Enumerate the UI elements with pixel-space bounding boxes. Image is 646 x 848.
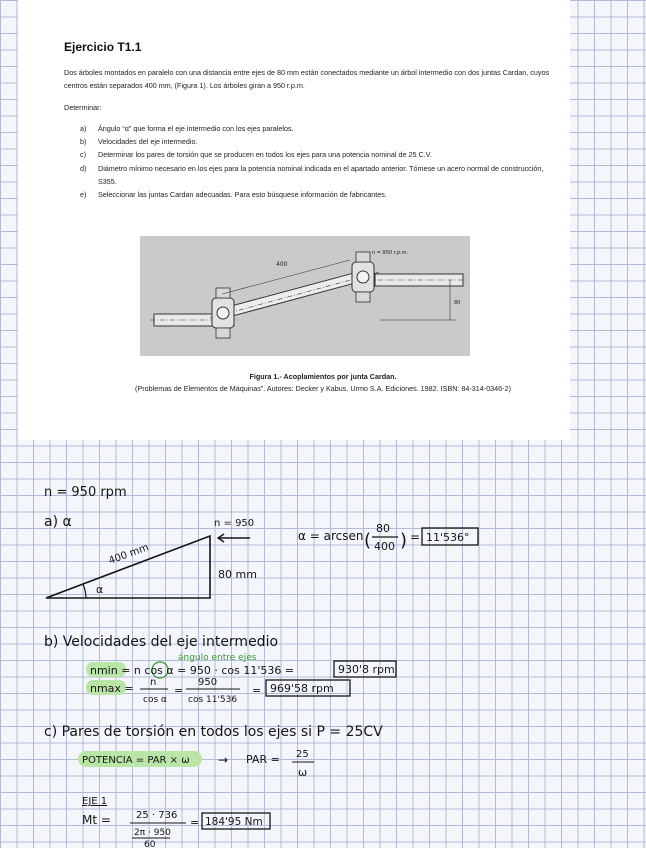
- figure-caption-title: Figura 1.- Acoplamientos por junta Cardan.: [249, 372, 397, 381]
- triangle-sketch: [46, 536, 210, 598]
- svg-text:(: (: [364, 530, 372, 551]
- par-lhs: PAR =: [246, 753, 280, 766]
- part-a-heading: a) α: [44, 514, 72, 530]
- svg-text:=: =: [190, 816, 200, 829]
- task-item: c) Determinar los pares de torsión que se producen en todos los ejes para una potencia nominal de 25 C.V.: [80, 150, 432, 160]
- handwritten-notes: [0, 440, 646, 848]
- angle-alpha: α: [96, 583, 104, 596]
- task-item: b) Velocidades del eje intermedio.: [80, 137, 198, 147]
- svg-text:25: 25: [296, 749, 309, 760]
- figure-caption-source: (Problemas de Elementos de Máquinas”. Autores: Decker y Kabus. Urmo S.A. Ediciones. 1982. ISBN: 84-314-0346-2): [135, 384, 511, 393]
- speed-label: n = 950 r.p.m.: [372, 250, 409, 256]
- part-b-heading: b) Velocidades del eje intermedio: [44, 634, 279, 650]
- mt-result: 184'95 Nm: [205, 816, 263, 828]
- cardan-figure: [140, 236, 470, 356]
- svg-text:=: =: [174, 684, 184, 697]
- svg-text:25 · 736: 25 · 736: [136, 810, 178, 821]
- n-arrow-label: n = 950: [214, 518, 255, 529]
- exercise-title: Ejercicio T1.1: [64, 40, 142, 54]
- svg-text:cos 11'536: cos 11'536: [188, 695, 238, 705]
- alpha-num: 80: [376, 522, 390, 535]
- mt-lhs: Mt =: [82, 813, 111, 827]
- svg-text:60: 60: [144, 840, 156, 848]
- alpha-den: 400: [374, 540, 395, 553]
- hyp-label: 400 mm: [107, 542, 151, 567]
- svg-text:=: =: [410, 530, 421, 544]
- side-label: 80 mm: [218, 568, 257, 581]
- nmax-lhs: nmax =: [90, 682, 134, 695]
- svg-text:cos α: cos α: [143, 695, 167, 705]
- alpha-result: 11'536°: [426, 531, 470, 544]
- task-item: e) Seleccionar las juntas Cardan adecuadas. Para esto búsquese información de fabricantes.: [80, 190, 387, 200]
- n-given: n = 950 rpm: [44, 485, 127, 500]
- potencia-line: POTENCIA = PAR × ω: [82, 755, 190, 766]
- part-c-heading: c) Pares de torsión en todos los ejes si P = 25CV: [44, 724, 383, 740]
- nmin-line: nmin = n cos α = 950 · cos 11'536 =: [90, 664, 295, 677]
- svg-text:=: =: [252, 684, 262, 697]
- nmax-result: 969'58 rpm: [270, 682, 334, 695]
- svg-text:950: 950: [198, 677, 218, 688]
- eje1-label: EJE 1: [82, 796, 108, 807]
- task-item: a) Ángulo “α” que forma el eje intermedio con los ejes paralelos.: [80, 124, 294, 133]
- task-list: [80, 122, 550, 201]
- alpha-formula: α = arcsen: [298, 529, 364, 543]
- svg-text:→: →: [218, 753, 229, 767]
- determine-label: Determinar:: [64, 103, 102, 112]
- exercise-intro: Dos árboles montados en paralelo con una distancia entre ejes de 80 mm están conectados mediante un árbol intermedio con dos juntas Cardan, cuyos centros están separados 400 mm, (Figura 1). Los árboles giran a 950 r.p.m.: [64, 68, 550, 90]
- dim-400-label: 400: [276, 261, 288, 268]
- nmin-result: 930'8 rpm: [338, 663, 395, 676]
- svg-text:n: n: [150, 677, 157, 688]
- green-note: ángulo entre ejes: [178, 653, 257, 663]
- dim-80-label: 80: [454, 300, 461, 306]
- cardan-drawing: [140, 236, 470, 356]
- svg-text:ω: ω: [298, 766, 308, 779]
- svg-text:): ): [400, 530, 408, 551]
- svg-text:2π · 950: 2π · 950: [134, 828, 171, 838]
- task-item: d) Diámetro mínimo necesario en los ejes para la potencia nominal indicada en el apartado anterior. Tómese un acero normal de construcción, S355.: [80, 163, 544, 186]
